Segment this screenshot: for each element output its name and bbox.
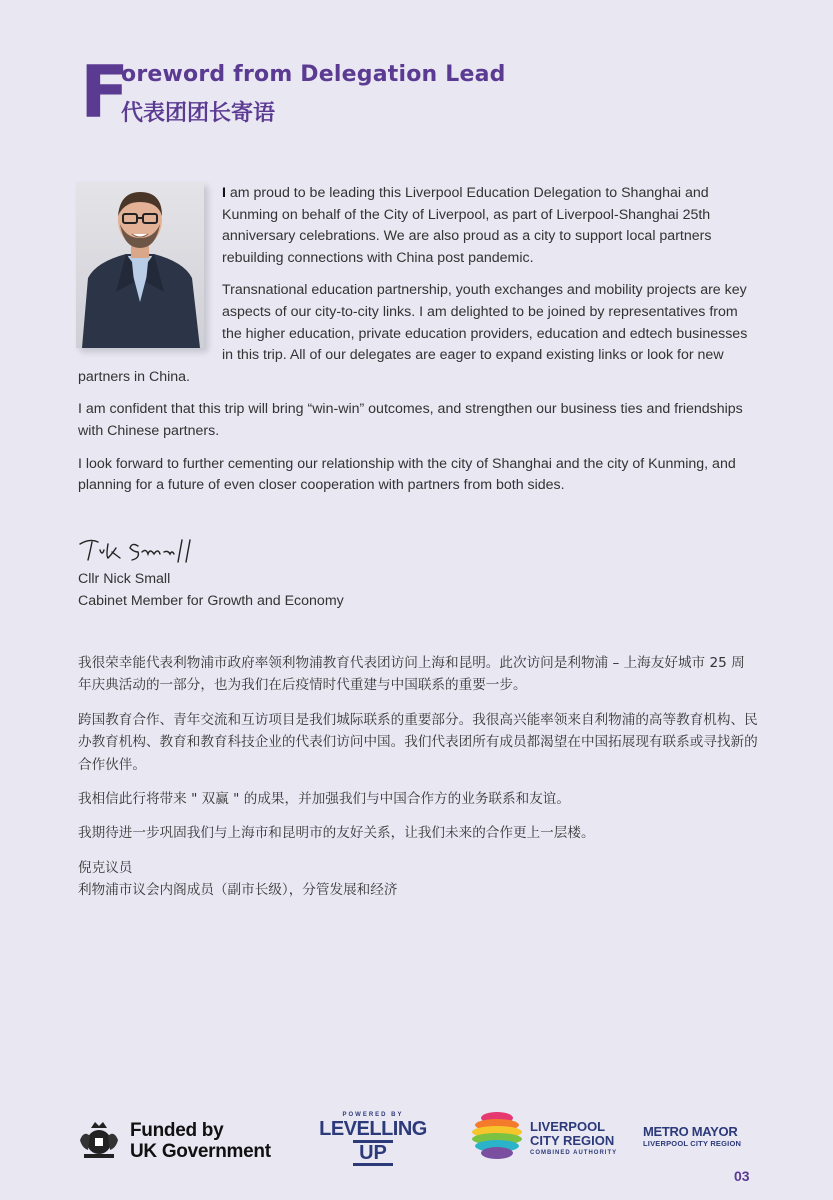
signatory-role: Cabinet Member for Growth and Economy [78, 593, 344, 609]
english-paragraph-2: Transnational education partnership, youth exchanges and mobility projects are key aspects of our city-to-city links. I am delighted to be joined by representatives from the higher education, private education providers, education and edtech businesses in this trip. All of our delegates are eager to expand existing links or look for new partners in China. [78, 282, 748, 385]
chinese-body [78, 652, 758, 902]
chinese-paragraph-1: 我很荣幸能代表利物浦市政府率领利物浦教育代表团访问上海和昆明。此次访问是利物浦 – 上海友好城市 25 周年庆典活动的一部分，也为我们在后疫情时代重建与中国联系的重要一步。 [78, 655, 745, 694]
handwritten-signature [78, 536, 198, 569]
uk-government-logo [78, 1120, 271, 1165]
english-paragraph-1-text: am proud to be leading this Liverpool Education Delegation to Shanghai and Kunming on behalf of the City of Liverpool, as part of Liverpool-Shanghai 25th anniversary celebrations. We are also proud as a city to support local partners rebuilding connections with China post pandemic. [222, 185, 712, 266]
powered-by-label: POWERED BY [342, 1112, 404, 1118]
lcr-line-3: COMBINED AUTHORITY [530, 1150, 618, 1156]
chinese-paragraph-3: 我相信此行将带来 " 双赢 " 的成果，并加强我们与中国合作方的业务联系和友谊。 [78, 791, 570, 808]
chinese-signatory-role: 利物浦市议会内阁成员（副市长级），分管发展和经济 [78, 882, 398, 899]
chinese-signature-block [78, 857, 758, 902]
chinese-paragraph-2: 跨国教育合作、青年交流和互访项目是我们城际联系的重要部分。我很高兴能率领来自利物浦的高等教育机构、民办教育机构、教育和教育科技企业的代表们访问中国。我们代表团所有成员都渴望在中国拓展现有联系或寻找新的合作伙伴。 [78, 711, 758, 773]
uk-government-text [130, 1120, 271, 1162]
signatory-name: Cllr Nick Small [78, 571, 171, 587]
lcr-line-2: CITY REGION [530, 1133, 615, 1148]
english-dropcap: I [222, 185, 226, 201]
metro-mayor-label: METRO MAYOR [643, 1124, 738, 1139]
chinese-signatory-name: 倪克议员 [78, 859, 133, 876]
lcr-line-1: LIVERPOOL [530, 1119, 606, 1134]
english-signature-block [78, 568, 344, 612]
english-paragraph-4: I look forward to further cementing our relationship with the city of Shanghai and the city of Kunming, and planning for a future of even closer cooperation with partners from both sides. [78, 455, 736, 494]
rainbow-stack-icon [470, 1110, 524, 1162]
levelling-label: LEVELLING [319, 1118, 427, 1140]
chinese-paragraph-4: 我期待进一步巩固我们与上海市和昆明市的友好关系，让我们未来的合作更上一层楼。 [78, 825, 595, 842]
page-number: 03 [734, 1168, 750, 1184]
metro-mayor-region-label: LIVERPOOL CITY REGION [643, 1139, 742, 1148]
uk-government-label: UK Government [130, 1141, 271, 1162]
up-label: UP [353, 1140, 393, 1166]
royal-crest-icon [78, 1120, 120, 1160]
english-paragraph-3: I am confident that this trip will bring “win-win” outcomes, and strengthen our business ties and friendships with Chinese partners. [78, 401, 743, 439]
funded-by-label: Funded by [130, 1120, 224, 1141]
heading-title-english: oreword from Delegation Lead [121, 62, 506, 87]
liverpool-city-region-logo [470, 1110, 618, 1167]
english-body [78, 183, 756, 508]
metro-mayor-logo [643, 1125, 741, 1148]
lcr-text [530, 1120, 617, 1156]
levelling-up-logo [318, 1112, 428, 1166]
portrait-spacer [78, 183, 222, 355]
footer-logos [0, 1100, 833, 1200]
heading-title-chinese: 代表团团长寄语 [121, 101, 276, 126]
heading-initial: F [80, 50, 130, 134]
